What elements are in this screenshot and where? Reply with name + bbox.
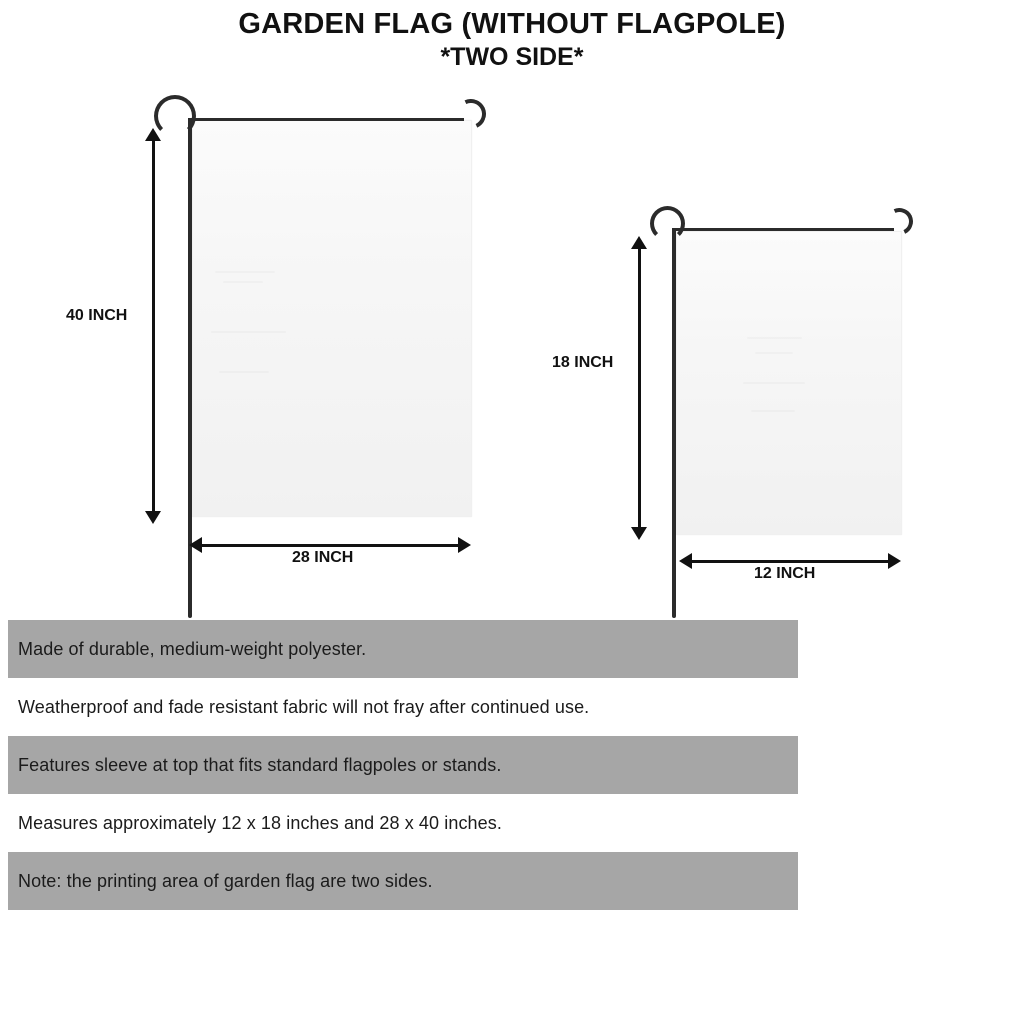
large-flag-width-arrow-left [189,537,202,553]
feature-text: Weatherproof and fade resistant fabric will not fray after continued use. [18,696,590,717]
small-flag-height-arrow-top [631,236,647,249]
large-flag-height-label: 40 INCH [66,307,128,324]
feature-text: Features sleeve at top that fits standard flagpoles or stands. [18,754,502,775]
list-item [8,794,798,852]
list-item [8,620,798,678]
small-flag-width-arrow-right [888,553,901,569]
large-flag-width-arrow-right [458,537,471,553]
large-flag-cloth [192,120,472,517]
small-flag-stand-pole [672,228,676,618]
small-flag-width-line [690,560,892,563]
large-flag-width-line [200,544,462,547]
large-flag-width-label: 28 INCH [292,549,354,566]
large-flag-height-line [152,140,155,515]
feature-text: Made of durable, medium-weight polyester. [18,638,367,659]
small-flag-width-label: 12 INCH [754,565,816,582]
small-flag-stand-arm [672,228,894,231]
list-item [8,852,798,910]
feature-text: Measures approximately 12 x 18 inches and 28 x 40 inches. [18,812,502,833]
small-flag-height-label: 18 INCH [552,354,614,371]
large-flag-height-arrow-bottom [145,511,161,524]
large-flag-height-arrow-top [145,128,161,141]
feature-list [8,620,798,910]
small-flag-loop-icon [650,206,685,241]
large-flag-stand-arm [188,118,464,121]
small-flag-width-arrow-left [679,553,692,569]
small-flag-height-line [638,248,641,531]
page-title [0,6,1024,72]
small-flag-cloth [676,231,902,535]
feature-text: Note: the printing area of garden flag are two sides. [18,870,433,891]
list-item [8,736,798,794]
title-line-secondary: *TWO SIDE* [440,43,584,71]
small-flag-height-arrow-bottom [631,527,647,540]
list-item [8,678,798,736]
title-line-primary: GARDEN FLAG (WITHOUT FLAGPOLE) [238,8,786,40]
